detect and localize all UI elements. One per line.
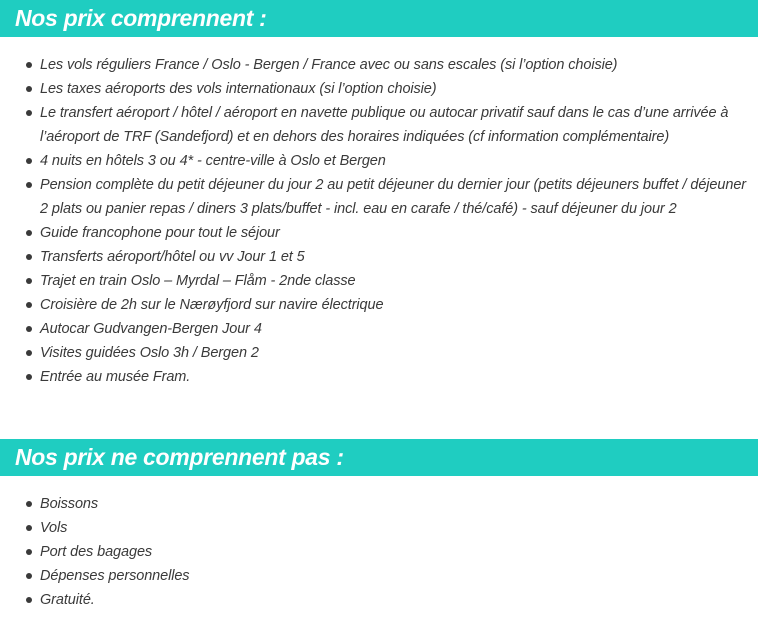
bullet-icon [26,302,32,308]
list-item-text: Les taxes aéroports des vols internationaux (si l’option choisie) [40,81,437,97]
list-item-text: Port des bagages [40,544,153,560]
list-item-text: Dépenses personnelles [40,568,190,584]
bullet-icon [26,254,32,260]
list-item [0,588,758,612]
list-item [0,293,758,317]
list-item-text: Visites guidées Oslo 3h / Bergen 2 [40,345,259,361]
bullet-icon [26,86,32,92]
bullet-icon [26,158,32,164]
list-item-text: Autocar Gudvangen-Bergen Jour 4 [40,321,262,337]
list-item-text: Croisière de 2h sur le Nærøyfjord sur navire électrique [40,297,384,313]
excluded-section-title: Nos prix ne comprennent pas : [15,444,344,470]
included-list [0,53,758,389]
bullet-icon [26,230,32,236]
list-item [0,492,758,516]
list-item [0,540,758,564]
bullet-icon [26,374,32,380]
list-item [0,269,758,293]
list-item-text: Le transfert aéroport / hôtel / aéroport en navette publique ou autocar privatif sauf dans le cas d’une arrivée à l’aéroport de TRF (Sandefjord) et en dehors des horaires indiquées (cf information complémentaire) [40,105,729,145]
list-item-text: 4 nuits en hôtels 3 ou 4* - centre-ville à Oslo et Bergen [40,153,386,169]
bullet-icon [26,597,32,603]
list-item [0,53,758,77]
list-item [0,341,758,365]
bullet-icon [26,549,32,555]
list-item [0,516,758,540]
included-section-title: Nos prix comprennent : [15,5,267,31]
list-item [0,245,758,269]
list-item [0,173,758,221]
bullet-icon [26,573,32,579]
bullet-icon [26,350,32,356]
excluded-list [0,492,758,612]
included-section-header [0,0,758,37]
list-item [0,564,758,588]
bullet-icon [26,62,32,68]
list-item-text: Vols [40,520,68,536]
excluded-section-header [0,439,758,476]
bullet-icon [26,110,32,116]
list-item-text: Entrée au musée Fram. [40,369,191,385]
list-item-text: Les vols réguliers France / Oslo - Bergen / France avec ou sans escales (si l’option choisie) [40,57,618,73]
list-item-text: Trajet en train Oslo – Myrdal – Flåm - 2nde classe [40,273,356,289]
list-item [0,317,758,341]
bullet-icon [26,525,32,531]
bullet-icon [26,182,32,188]
list-item [0,365,758,389]
list-item [0,221,758,245]
bullet-icon [26,278,32,284]
list-item-text: Gratuité. [40,592,95,608]
list-item-text: Transferts aéroport/hôtel ou vv Jour 1 et 5 [40,249,305,265]
bullet-icon [26,326,32,332]
list-item [0,149,758,173]
list-item-text: Pension complète du petit déjeuner du jour 2 au petit déjeuner du dernier jour (petits déjeuners buffet / déjeuner 2 plats ou panier repas / diners 3 plats/buffet - incl. eau en carafe / thé/café) - sauf déjeuner du jour 2 [40,177,747,217]
list-item [0,77,758,101]
list-item [0,101,758,149]
bullet-icon [26,501,32,507]
list-item-text: Guide francophone pour tout le séjour [40,225,280,241]
list-item-text: Boissons [40,496,99,512]
